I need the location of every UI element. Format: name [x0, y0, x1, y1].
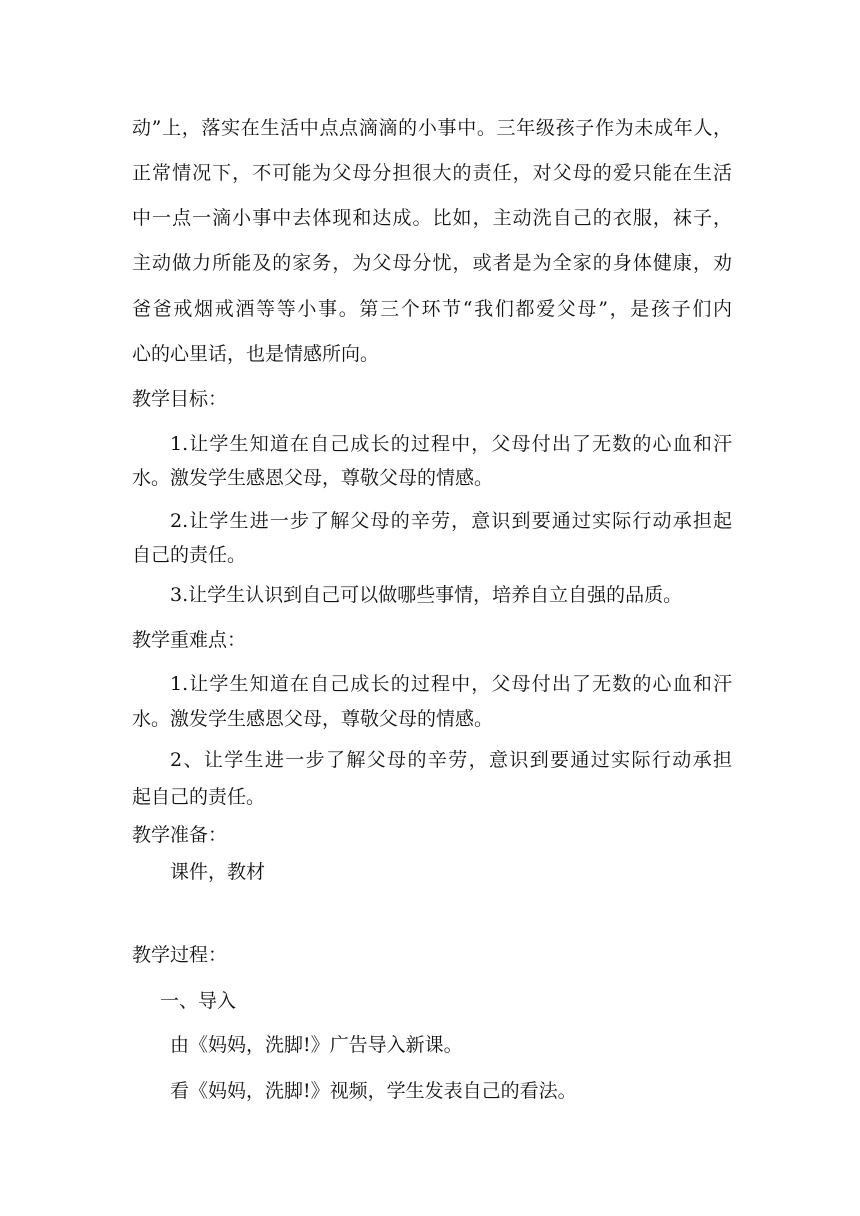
goal-item: 2.让学生进一步了解父母的辛劳，意识到要通过实际行动承担起 — [170, 510, 732, 532]
paragraph-line: 中一点一滴小事中去体现和达成。比如，主动洗自己的衣服，袜子， — [132, 207, 732, 229]
paragraph-line: 正常情况下，不可能为父母分担很大的责任，对父母的爱只能在生活 — [132, 162, 732, 184]
paragraph-line: 主动做力所能及的家务，为父母分忧，或者是为全家的身体健康，劝 — [132, 252, 732, 274]
paragraph-line: 动”上，落实在生活中点点滴滴的小事中。三年级孩子作为未成年人， — [132, 117, 732, 139]
difficulty-item: 起自己的责任。 — [132, 786, 266, 808]
paragraph-line: 心的心里话，也是情感所向。 — [132, 343, 380, 365]
goal-item: 1.让学生知道在自己成长的过程中，父母付出了无数的心血和汗 — [170, 433, 732, 455]
process-line: 由《妈妈，洗脚!》广告导入新课。 — [170, 1034, 463, 1056]
goal-item: 3.让学生认识到自己可以做哪些事情，培养自立自强的品质。 — [170, 584, 683, 606]
section-heading-difficulties: 教学重难点： — [132, 629, 247, 651]
section-heading-preparation: 教学准备： — [132, 824, 228, 846]
section-heading-process: 教学过程： — [132, 944, 228, 966]
difficulty-item: 2、让学生进一步了解父母的辛劳，意识到要通过实际行动承担 — [170, 749, 732, 771]
difficulty-item: 水。激发学生感恩父母，尊敬父母的情感。 — [132, 708, 494, 730]
section-heading-goals: 教学目标： — [132, 388, 228, 410]
difficulty-item: 1.让学生知道在自己成长的过程中，父母付出了无数的心血和汗 — [170, 673, 732, 695]
paragraph-line: 爸爸戒烟戒酒等等小事。第三个环节“我们都爱父母”，是孩子们内 — [132, 298, 732, 320]
process-section-title: 一、导入 — [160, 990, 237, 1012]
process-line: 看《妈妈，洗脚!》视频，学生发表自己的看法。 — [170, 1080, 577, 1102]
goal-item: 自己的责任。 — [132, 544, 247, 566]
goal-item: 水。激发学生感恩父母，尊敬父母的情感。 — [132, 467, 494, 489]
preparation-text: 课件，教材 — [170, 861, 266, 883]
